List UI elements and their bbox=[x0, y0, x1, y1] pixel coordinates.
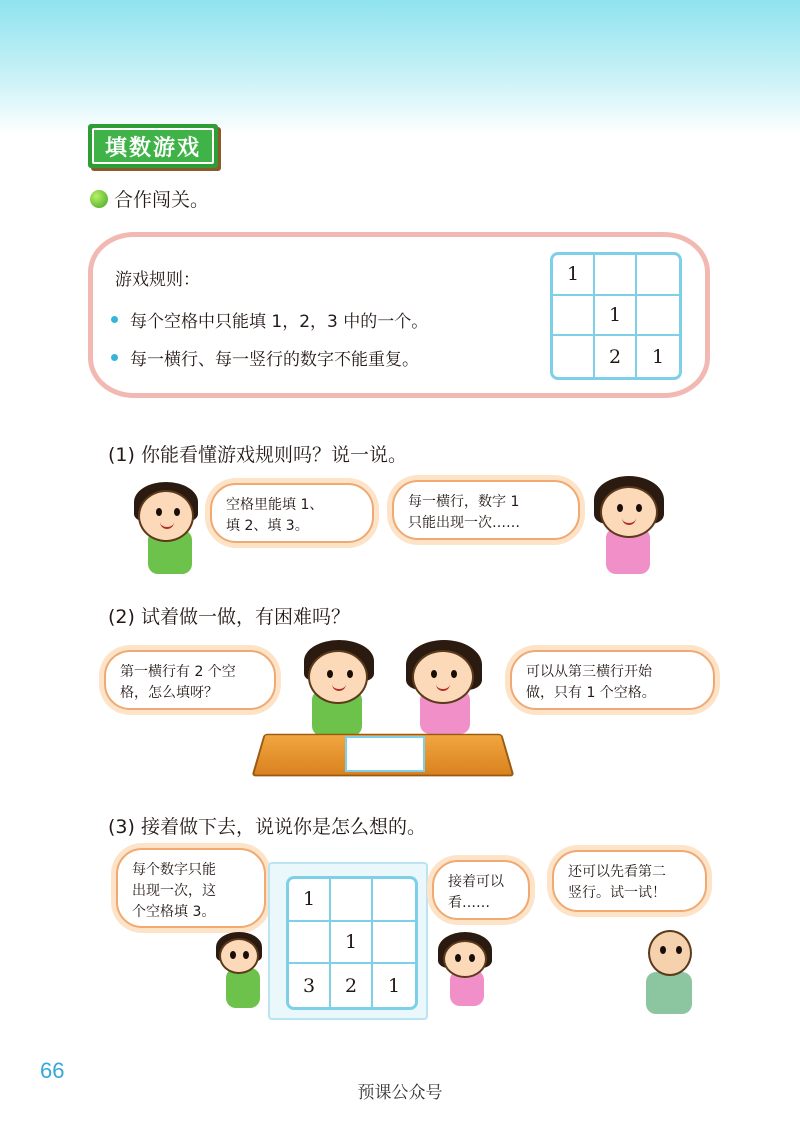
solution-grid bbox=[286, 876, 418, 1010]
grid-cell bbox=[637, 296, 679, 337]
section-label: 合作闯关。 bbox=[114, 189, 210, 211]
grid-cell bbox=[553, 296, 595, 337]
grid-cell bbox=[553, 336, 595, 377]
rule-text: 每个空格中只能填 1，2，3 中的一个。 bbox=[130, 312, 429, 332]
grid-cell bbox=[289, 922, 331, 965]
grid-cell bbox=[331, 879, 373, 922]
speech-bubble: 每个数字只能 出现一次，这 个空格填 3。 bbox=[116, 848, 266, 928]
question-3: (3) 接着做下去，说说你是怎么想的。 bbox=[108, 816, 426, 838]
speech-bubble: 空格里能填 1、 填 2、填 3。 bbox=[210, 483, 374, 543]
rule-text: 每一横行、每一竖行的数字不能重复。 bbox=[130, 350, 419, 370]
question-2: (2) 试着做一做，有困难吗？ bbox=[108, 606, 350, 628]
footer-source: 预课公众号 bbox=[357, 1083, 443, 1103]
grid-cell: 1 bbox=[651, 345, 665, 368]
section-heading bbox=[90, 185, 209, 212]
lesson-title: 填数游戏 bbox=[92, 128, 214, 164]
speech-bubble: 可以从第三横行开始 做，只有 1 个空格。 bbox=[510, 650, 715, 710]
rule-item bbox=[111, 345, 419, 370]
rules-example-grid bbox=[550, 252, 682, 380]
grid-cell: 2 bbox=[331, 964, 373, 1007]
grid-cell: 1 bbox=[289, 879, 331, 922]
speech-bubble: 接着可以 看…… bbox=[432, 860, 530, 920]
top-gradient-band bbox=[0, 0, 800, 135]
grid-cell bbox=[637, 255, 679, 296]
speech-bubble: 第一横行有 2 个空 格，怎么填呀？ bbox=[104, 650, 276, 710]
speech-bubble: 每一横行，数字 1 只能出现一次…… bbox=[392, 480, 580, 540]
grid-cell: 1 bbox=[387, 974, 401, 997]
grid-cell bbox=[373, 922, 415, 965]
worksheet-illustration bbox=[345, 736, 425, 772]
question-1: (1) 你能看懂游戏规则吗？说一说。 bbox=[108, 444, 407, 466]
bullet-icon bbox=[111, 354, 118, 361]
grid-cell: 1 bbox=[553, 255, 595, 296]
rules-title: 游戏规则： bbox=[115, 270, 200, 290]
grid-cell: 1 bbox=[331, 922, 373, 965]
speech-bubble: 还可以先看第二 竖行。试一试！ bbox=[552, 850, 707, 912]
grid-cell: 1 bbox=[595, 296, 637, 337]
rule-item bbox=[111, 307, 428, 332]
green-dot-icon bbox=[90, 190, 108, 208]
page-number: 66 bbox=[40, 1058, 65, 1083]
grid-cell: 3 bbox=[289, 964, 331, 1007]
grid-cell bbox=[595, 255, 637, 296]
grid-cell: 2 bbox=[595, 336, 637, 377]
lesson-title-badge bbox=[88, 124, 218, 168]
bullet-icon bbox=[111, 316, 118, 323]
grid-cell bbox=[373, 879, 415, 922]
